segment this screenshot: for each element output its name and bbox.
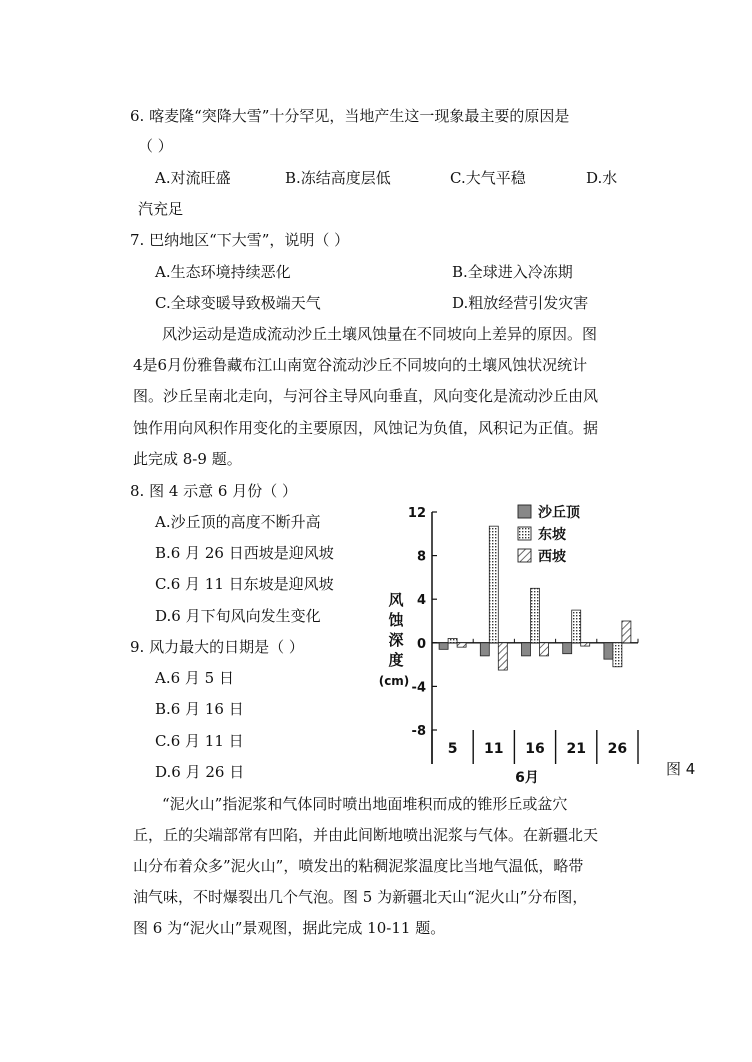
bar-east-slope [531,588,540,643]
q9-option-a: A.6 月 5 日 [155,669,234,687]
y-tick-label: -4 [411,680,426,696]
passage2-line: 山分布着众多”泥火山”，喷发出的粘稠泥浆温度比当地气温低，略带 [133,857,584,875]
legend-label: 沙丘顶 [538,505,580,521]
category-label: 21 [566,741,586,757]
q6-option-d: D.水 [586,169,618,187]
q9-option-b: B.6 月 16 日 [155,700,244,718]
figure-label: 图 4 [666,760,696,778]
y-tick-label: 4 [416,593,426,609]
q7-option-d: D.粗放经营引发灾害 [452,294,589,312]
q9-option-d: D.6 月 26 日 [155,763,245,781]
y-axis-label: 蚀 [388,611,404,629]
q6-answer-blank: （ ） [138,137,173,155]
q7-stem: 7. 巴纳地区“下大雪”，说明（ ） [130,231,350,249]
q8-option-b: B.6 月 26 日西坡是迎风坡 [155,544,334,562]
q6-option-b: B.冻结高度层低 [285,169,391,187]
bar-sand-dune-top [522,643,531,656]
y-tick-label: 12 [407,506,426,521]
legend-swatch [518,549,531,562]
q7-option-c: C.全球变暖导致极端天气 [155,294,321,312]
legend-swatch [518,505,531,518]
bar-west-slope [622,621,631,643]
q8-stem: 8. 图 4 示意 6 月份（ ） [130,482,298,500]
bar-sand-dune-top [604,643,613,659]
bar-west-slope [498,643,507,670]
category-label: 11 [484,741,504,757]
passage1-line: 图。沙丘呈南北走向，与河谷主导风向垂直，风向变化是流动沙丘由风 [133,387,599,405]
bar-west-slope [581,643,590,646]
bar-east-slope [613,643,622,667]
wind-erosion-bar-chart [360,495,650,785]
bar-west-slope [457,643,466,647]
y-tick-label: -8 [411,724,426,739]
legend-label: 东坡 [538,527,566,543]
y-tick-label: 8 [416,549,426,565]
passage2-line: 丘，丘的尖端部常有凹陷，并由此间断地喷出泥浆与气体。在新疆北天 [133,826,599,844]
bar-east-slope [489,526,498,643]
passage2-line: “泥火山”指泥浆和气体同时喷出地面堆积而成的锥形丘或盆穴 [162,795,568,813]
legend-swatch [518,527,531,540]
passage1-line: 蚀作用向风积作用变化的主要原因，风蚀记为负值，风积记为正值。据 [133,419,599,437]
q6-stem: 6. 喀麦隆“突降大雪”十分罕见，当地产生这一现象最主要的原因是 [130,107,570,125]
q6-option-a: A.对流旺盛 [155,169,231,187]
q9-option-c: C.6 月 11 日 [155,732,244,750]
q9-stem: 9. 风力最大的日期是（ ） [130,638,304,656]
bar-sand-dune-top [480,643,489,656]
passage1-line: 风沙运动是造成流动沙丘土壤风蚀量在不同坡向上差异的原因。图 [162,325,598,343]
bar-east-slope [572,610,581,643]
passage2-line: 图 6 为“泥火山”景观图，据此完成 10-11 题。 [133,919,446,937]
q6-option-c: C.大气平稳 [450,169,526,187]
legend-label: 西坡 [538,549,566,565]
x-group-label: 6月 [515,770,539,785]
passage1-line: 4是6月份雅鲁藏布江山南宽谷流动沙丘不同坡向的土壤风蚀状况统计 [133,356,588,374]
q6-option-d-continued: 汽充足 [138,200,184,218]
y-axis-label: 深 [388,631,404,649]
category-label: 5 [447,741,458,757]
q7-option-a: A.生态环境持续恶化 [155,263,291,281]
q8-option-d: D.6 月下旬风向发生变化 [155,607,321,625]
q8-option-a: A.沙丘顶的高度不断升高 [155,513,321,531]
category-label: 16 [525,741,545,757]
q7-option-b: B.全球进入冷冻期 [452,263,573,281]
y-axis-label: 风 [388,591,404,609]
bar-sand-dune-top [439,643,448,650]
bar-east-slope [448,638,457,642]
category-label: 26 [607,741,628,757]
q8-option-c: C.6 月 11 日东坡是迎风坡 [155,575,334,593]
y-axis-label: 度 [388,651,404,669]
y-tick-label: 0 [416,636,426,652]
bar-sand-dune-top [563,643,572,654]
bar-west-slope [540,643,549,656]
passage2-line: 油气味，不时爆裂出几个气泡。图 5 为新疆北天山“泥火山”分布图， [133,888,588,906]
passage1-line: 此完成 8-9 题。 [133,450,242,468]
y-axis-label: (cm) [378,674,410,688]
